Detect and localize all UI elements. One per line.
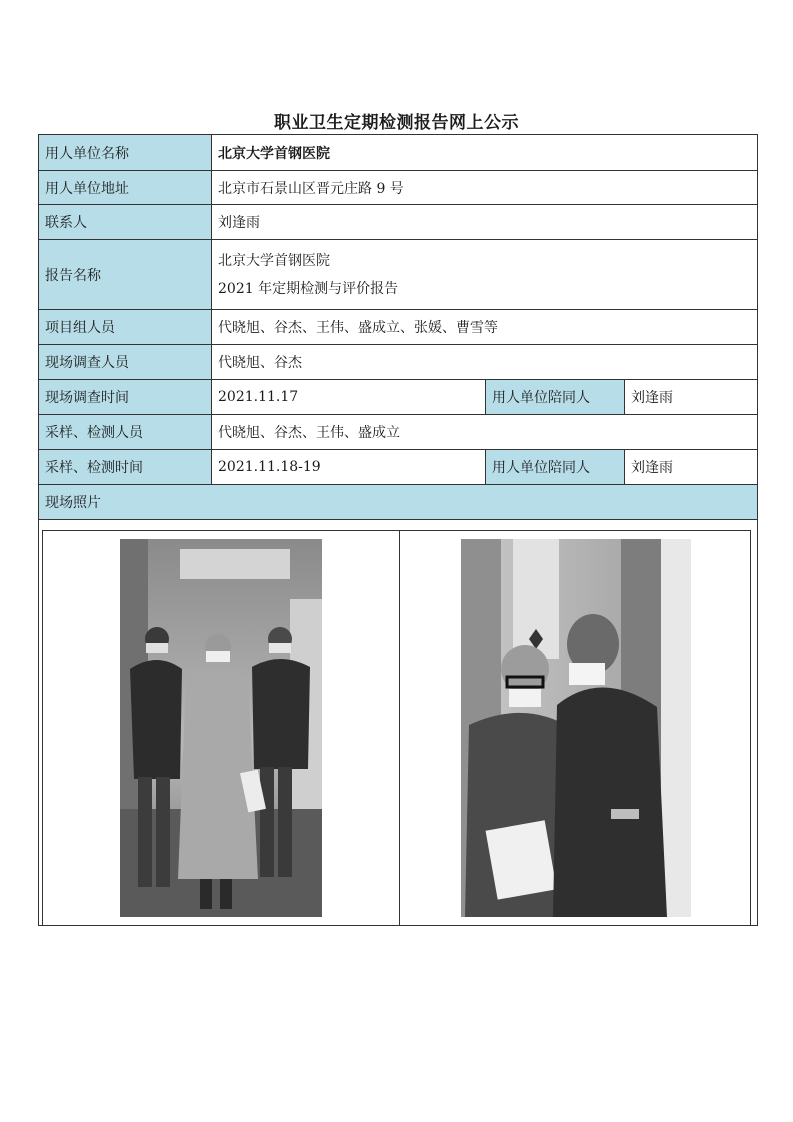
row-project-team <box>39 310 758 345</box>
row-employer-address <box>39 171 758 205</box>
row-photos <box>39 520 758 926</box>
employer-address-value: 北京市石景山区晋元庄路 9 号 <box>212 171 758 205</box>
row-contact <box>39 205 758 240</box>
report-name-line1: 北京大学首钢医院 <box>218 252 330 269</box>
survey-time-label: 现场调查时间 <box>39 380 212 415</box>
sampling-time-label: 采样、检测时间 <box>39 450 212 485</box>
photos-box <box>42 530 751 926</box>
row-employer-name <box>39 135 758 171</box>
sampling-time-value: 2021.11.18-19 <box>212 450 486 485</box>
row-sampling-staff <box>39 415 758 450</box>
row-sampling-time <box>39 450 758 485</box>
disclosure-table <box>38 134 758 926</box>
sampling-staff-value: 代晓旭、谷杰、王伟、盛成立 <box>212 415 758 450</box>
sampling-escort-label: 用人单位陪同人 <box>486 450 625 485</box>
site-photo-sampling <box>461 539 691 917</box>
row-survey-staff <box>39 345 758 380</box>
page-title: 职业卫生定期检测报告网上公示 <box>274 113 519 133</box>
project-team-value: 代晓旭、谷杰、王伟、盛成立、张媛、曹雪等 <box>212 310 758 345</box>
contact-value: 刘逢雨 <box>212 205 758 240</box>
employer-name-label: 用人单位名称 <box>39 135 212 171</box>
photos-label: 现场照片 <box>39 485 758 520</box>
report-name-line2: 2021 年定期检测与评价报告 <box>218 280 399 297</box>
photos-divider <box>399 531 400 926</box>
photos-cell <box>39 520 758 926</box>
sampling-escort-value: 刘逢雨 <box>625 450 758 485</box>
sampling-staff-label: 采样、检测人员 <box>39 415 212 450</box>
survey-staff-label: 现场调查人员 <box>39 345 212 380</box>
site-photo-survey-team <box>120 539 322 917</box>
survey-escort-value: 刘逢雨 <box>625 380 758 415</box>
row-report-name <box>39 240 758 310</box>
project-team-label: 项目组人员 <box>39 310 212 345</box>
survey-time-value: 2021.11.17 <box>212 380 486 415</box>
employer-address-label: 用人单位地址 <box>39 171 212 205</box>
report-name-value <box>212 240 758 310</box>
row-survey-time <box>39 380 758 415</box>
contact-label: 联系人 <box>39 205 212 240</box>
report-name-label: 报告名称 <box>39 240 212 310</box>
survey-escort-label: 用人单位陪同人 <box>486 380 625 415</box>
survey-staff-value: 代晓旭、谷杰 <box>212 345 758 380</box>
row-photos-header <box>39 485 758 520</box>
employer-name-value: 北京大学首钢医院 <box>212 135 758 171</box>
